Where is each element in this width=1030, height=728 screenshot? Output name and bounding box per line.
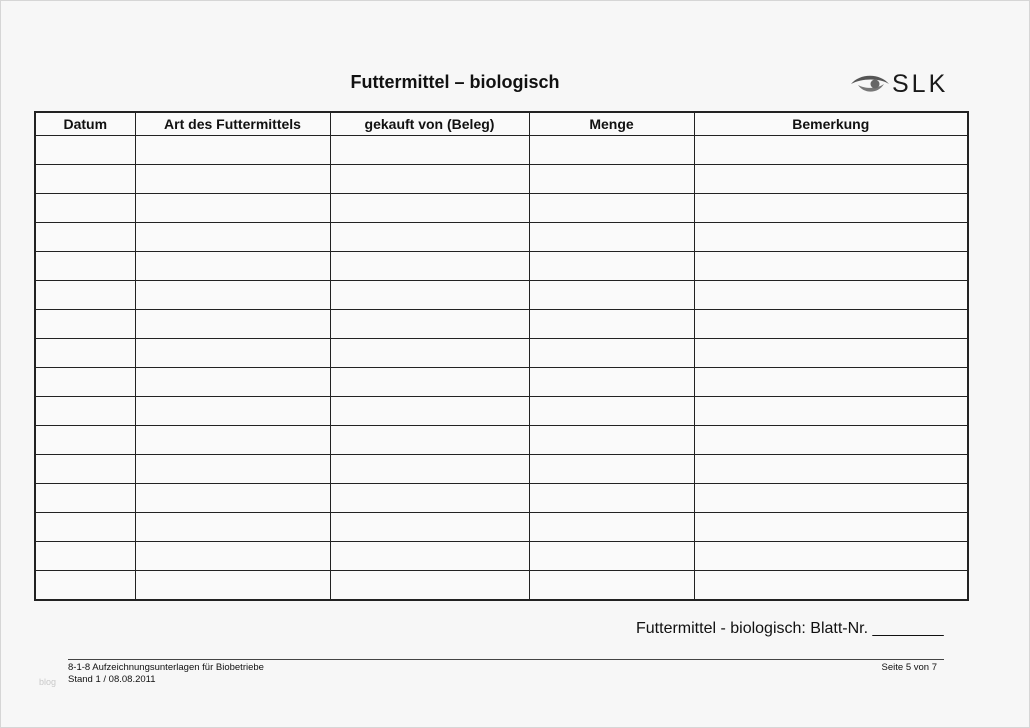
table-cell[interactable] <box>529 368 694 397</box>
table-cell[interactable] <box>35 194 135 223</box>
header-menge: Menge <box>529 112 694 136</box>
table-cell[interactable] <box>529 426 694 455</box>
table-cell[interactable] <box>35 339 135 368</box>
table-cell[interactable] <box>35 223 135 252</box>
footer-version: Stand 1 / 08.08.2011 <box>68 674 156 685</box>
table-row <box>35 223 968 252</box>
table-body <box>35 136 968 601</box>
table-cell[interactable] <box>330 281 529 310</box>
table-row <box>35 281 968 310</box>
table-cell[interactable] <box>694 426 968 455</box>
table-cell[interactable] <box>330 513 529 542</box>
slk-logo <box>850 70 970 98</box>
table-header-row <box>35 112 968 136</box>
table-row <box>35 571 968 601</box>
table-cell[interactable] <box>135 136 330 165</box>
table-cell[interactable] <box>330 252 529 281</box>
table-row <box>35 165 968 194</box>
table-row <box>35 542 968 571</box>
table-cell[interactable] <box>529 397 694 426</box>
table-cell[interactable] <box>694 339 968 368</box>
table-cell[interactable] <box>35 252 135 281</box>
table-cell[interactable] <box>330 165 529 194</box>
table-cell[interactable] <box>135 252 330 281</box>
table-cell[interactable] <box>135 310 330 339</box>
table-cell[interactable] <box>35 397 135 426</box>
table-cell[interactable] <box>135 455 330 484</box>
table-cell[interactable] <box>694 484 968 513</box>
table-cell[interactable] <box>35 368 135 397</box>
table-cell[interactable] <box>135 194 330 223</box>
table-cell[interactable] <box>135 281 330 310</box>
table-cell[interactable] <box>330 397 529 426</box>
table-cell[interactable] <box>529 252 694 281</box>
header-gekauft-von: gekauft von (Beleg) <box>330 112 529 136</box>
header-datum: Datum <box>35 112 135 136</box>
table-row <box>35 368 968 397</box>
table-cell[interactable] <box>135 542 330 571</box>
table-cell[interactable] <box>35 426 135 455</box>
footer-page-number: Seite 5 von 7 <box>881 662 937 673</box>
header-bemerkung: Bemerkung <box>694 112 968 136</box>
table-cell[interactable] <box>35 136 135 165</box>
table-cell[interactable] <box>330 571 529 601</box>
table-cell[interactable] <box>694 513 968 542</box>
table-row <box>35 484 968 513</box>
logo-text: SLK <box>892 70 949 98</box>
table-cell[interactable] <box>135 484 330 513</box>
table-row <box>35 252 968 281</box>
table-cell[interactable] <box>135 426 330 455</box>
table-cell[interactable] <box>529 484 694 513</box>
table-cell[interactable] <box>35 165 135 194</box>
table-cell[interactable] <box>694 310 968 339</box>
table-cell[interactable] <box>330 426 529 455</box>
table-cell[interactable] <box>35 571 135 601</box>
table-row <box>35 455 968 484</box>
table-cell[interactable] <box>529 339 694 368</box>
table-cell[interactable] <box>694 368 968 397</box>
table-row <box>35 339 968 368</box>
table-cell[interactable] <box>330 368 529 397</box>
table-cell[interactable] <box>135 223 330 252</box>
header-art-des-futtermittels: Art des Futtermittels <box>135 112 330 136</box>
table-cell[interactable] <box>330 339 529 368</box>
table-cell[interactable] <box>35 484 135 513</box>
table-cell[interactable] <box>529 455 694 484</box>
footer-document-code: 8-1-8 Aufzeichnungsunterlagen für Biobetriebe <box>68 662 264 673</box>
table-row <box>35 310 968 339</box>
table-cell[interactable] <box>694 194 968 223</box>
table-cell[interactable] <box>694 223 968 252</box>
footer-divider <box>68 659 944 660</box>
table-cell[interactable] <box>529 223 694 252</box>
table-cell[interactable] <box>529 571 694 601</box>
table-cell[interactable] <box>529 310 694 339</box>
table-cell[interactable] <box>330 223 529 252</box>
table-cell[interactable] <box>694 455 968 484</box>
footer-left <box>68 662 264 686</box>
watermark: blog <box>39 677 57 687</box>
table-cell[interactable] <box>35 513 135 542</box>
table-cell[interactable] <box>529 542 694 571</box>
table-cell[interactable] <box>529 136 694 165</box>
table-cell[interactable] <box>529 281 694 310</box>
table-cell[interactable] <box>35 281 135 310</box>
table-cell[interactable] <box>330 310 529 339</box>
table-cell[interactable] <box>135 368 330 397</box>
table-cell[interactable] <box>135 571 330 601</box>
table-cell[interactable] <box>694 397 968 426</box>
table-cell[interactable] <box>529 165 694 194</box>
table-cell[interactable] <box>135 165 330 194</box>
table-cell[interactable] <box>135 397 330 426</box>
table-row <box>35 136 968 165</box>
table-row <box>35 397 968 426</box>
table-cell[interactable] <box>35 455 135 484</box>
table-cell[interactable] <box>529 513 694 542</box>
table-cell[interactable] <box>35 310 135 339</box>
table-cell[interactable] <box>694 542 968 571</box>
eye-swoosh-icon <box>850 72 890 96</box>
table-row <box>35 513 968 542</box>
table-cell[interactable] <box>694 571 968 601</box>
table-cell[interactable] <box>694 165 968 194</box>
table-cell[interactable] <box>135 339 330 368</box>
feed-log-table <box>34 111 969 601</box>
blatt-nr-label: Futtermittel - biologisch: Blatt-Nr. ________ <box>636 620 944 637</box>
document-title: Futtermittel – biologisch <box>350 72 560 92</box>
table-cell[interactable] <box>529 194 694 223</box>
table-cell[interactable] <box>330 455 529 484</box>
table-row <box>35 194 968 223</box>
table-cell[interactable] <box>330 542 529 571</box>
table-cell[interactable] <box>330 194 529 223</box>
table-cell[interactable] <box>694 252 968 281</box>
table-cell[interactable] <box>330 484 529 513</box>
table-cell[interactable] <box>330 136 529 165</box>
table-cell[interactable] <box>35 542 135 571</box>
table-row <box>35 426 968 455</box>
table-cell[interactable] <box>694 136 968 165</box>
table-cell[interactable] <box>135 513 330 542</box>
table-cell[interactable] <box>694 281 968 310</box>
